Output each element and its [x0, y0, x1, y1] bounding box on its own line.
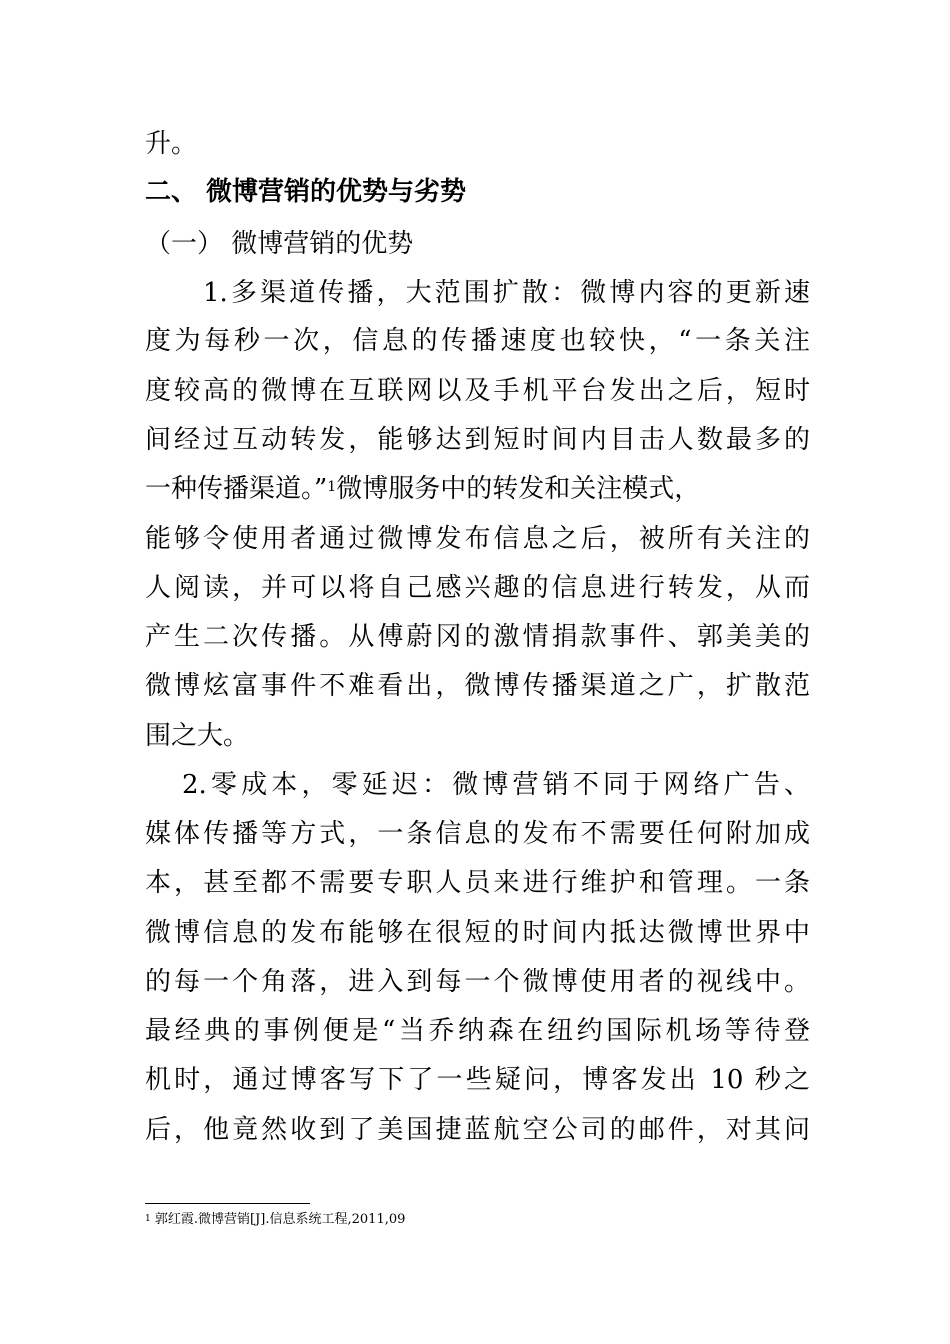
text-line: 升。 — [145, 129, 198, 159]
section-heading: 二、 微博营销的优势与劣势 — [145, 177, 467, 207]
footnote-mark: 1 — [145, 1214, 151, 1224]
paragraph-line: 一种传播渠道。”$^1$微博服务中的转发和关注模式， — [145, 474, 701, 504]
footnote — [145, 1212, 405, 1228]
paragraph-line: 间经过互动转发，能够达到短时间内目击人数最多的 — [145, 425, 810, 455]
paragraph-line: 能够令使用者通过微博发布信息之后，被所有关注的 — [145, 524, 810, 554]
subsection-heading: （一） 微博营销的优势 — [145, 229, 414, 259]
paragraph-line: 机时，通过博客写下了一些疑问，博客发出 10 秒之 — [145, 1065, 810, 1095]
paragraph-line: 围之大。 — [145, 721, 250, 751]
footnote-separator — [145, 1203, 310, 1204]
paragraph-line: 产生二次传播。从傅蔚冈的激情捐款事件、郭美美的 — [145, 622, 810, 652]
footnote-text: 郭红霞.微博营销[J].信息系统工程,2011,09 — [154, 1212, 406, 1227]
paragraph-line: 人阅读，并可以将自己感兴趣的信息进行转发，从而 — [145, 573, 810, 603]
footnote-reference: 1 — [327, 479, 337, 495]
paragraph-line: 的每一个角落，进入到每一个微博使用者的视线中。 — [145, 967, 810, 997]
paragraph-line: 度较高的微博在互联网以及手机平台发出之后，短时 — [145, 376, 810, 406]
paragraph-line: 媒体传播等方式，一条信息的发布不需要任何附加成 — [145, 819, 810, 849]
paragraph-line: 1.多渠道传播，大范围扩散：微博内容的更新速 — [203, 278, 810, 308]
paragraph-line: 本，甚至都不需要专职人员来进行维护和管理。一条 — [145, 868, 810, 898]
paragraph-line: 2.零成本，零延迟：微博营销不同于网络广告、 — [182, 770, 810, 800]
paragraph-line: 微博信息的发布能够在很短的时间内抵达微博世界中 — [145, 918, 810, 948]
paragraph-line: 最经典的事例便是“当乔纳森在纽约国际机场等待登 — [145, 1016, 810, 1046]
paragraph-line: 度为每秒一次，信息的传播速度也较快，“一条关注 — [145, 326, 810, 356]
paragraph-line: 后，他竟然收到了美国捷蓝航空公司的邮件，对其问 — [145, 1115, 810, 1145]
paragraph-line: 微博炫富事件不难看出，微博传播渠道之广，扩散范 — [145, 671, 810, 701]
